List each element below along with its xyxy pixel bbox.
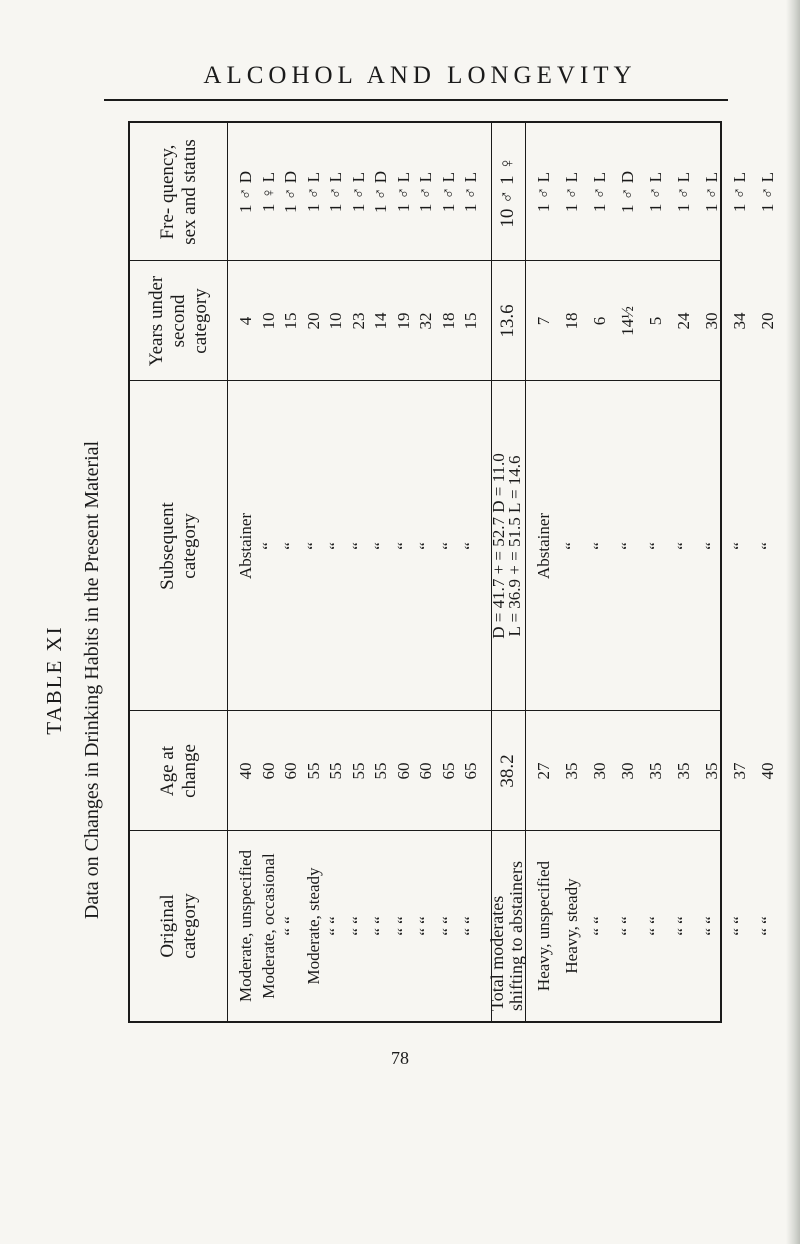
age-group-heavy	[525, 711, 777, 830]
age-cell: 40	[758, 762, 777, 779]
years-cell: 14	[371, 312, 390, 329]
col-head-years: Years under second category	[145, 275, 211, 366]
freq-cell: 1 ♂ D	[371, 170, 390, 213]
age-cell: 35	[646, 762, 665, 779]
years-cell: 20	[758, 312, 777, 329]
age-cell: 60	[281, 762, 300, 779]
original-cell: “ “	[646, 916, 665, 936]
freq-cell: 1 ♂ L	[562, 171, 581, 212]
original-cell: “ “	[281, 916, 300, 936]
original-cell: Moderate, steady	[303, 867, 323, 985]
formula-d: D = 41.7 + = 52.7 D = 11.0	[489, 452, 508, 639]
original-cell: “ “	[326, 916, 345, 936]
original-cell: “ “	[416, 916, 435, 936]
original-cell: “ “	[393, 916, 413, 936]
col-head-frequency: Fre- quency, sex and status	[156, 138, 200, 245]
subsequent-cell: “	[258, 541, 278, 550]
subsequent-cell: “	[348, 541, 368, 550]
subsequent-cell: Abstainer	[236, 512, 255, 579]
years-cell: 24	[674, 312, 693, 329]
freq-cell: 1 ♂ D	[281, 170, 300, 213]
original-cell: “ “	[371, 916, 390, 936]
freq-cell: 1 ♂ L	[303, 171, 323, 212]
original-cell: “ “	[461, 916, 480, 936]
freq-total: 10 ♂ 1 ♀	[497, 155, 518, 228]
freq-cell: 1 ♂ L	[438, 171, 458, 212]
years-cell: 23	[348, 312, 368, 329]
original-cell: Heavy, unspecified	[534, 860, 553, 992]
subsequent-cell: “	[416, 541, 435, 550]
original-group-total	[487, 831, 526, 1021]
age-cell: 60	[258, 762, 278, 779]
age-cell: 65	[461, 762, 480, 779]
subsequent-cell: “	[562, 541, 581, 550]
freq-group-heavy	[525, 123, 777, 260]
years-cell: 34	[730, 312, 749, 329]
col-head-age: Age at change	[156, 743, 200, 798]
subsequent-group-moderates	[227, 381, 492, 710]
freq-group-moderates	[227, 123, 492, 260]
row-years	[130, 261, 777, 381]
years-cell: 10	[258, 312, 278, 329]
subsequent-cell: “	[646, 541, 665, 550]
freq-cell: 1 ♂ L	[393, 171, 413, 212]
years-group-total	[491, 261, 526, 380]
years-cell: 5	[646, 316, 665, 325]
years-group-heavy	[525, 261, 777, 380]
freq-cell: 1 ♂ L	[758, 171, 777, 212]
original-cell: “ “	[730, 916, 749, 936]
original-cell: Moderate, occasional	[258, 853, 278, 999]
original-cell: “ “	[758, 916, 777, 936]
original-total: Total moderates shifting to abstainers	[487, 861, 526, 1011]
age-cell: 40	[236, 762, 255, 779]
original-cell: “ “	[674, 916, 693, 936]
freq-cell: 1 ♀ L	[258, 171, 278, 212]
years-cell: 15	[281, 312, 300, 329]
age-cell: 30	[590, 762, 609, 779]
row-original	[130, 831, 777, 1021]
years-cell: 20	[303, 312, 323, 329]
age-total: 38.2	[497, 753, 518, 788]
subsequent-cell: “	[674, 541, 693, 550]
subsequent-group-heavy	[525, 381, 777, 710]
original-cell: “ “	[438, 916, 458, 936]
subsequent-cell: “	[393, 541, 413, 550]
age-group-moderates	[227, 711, 492, 830]
page-edge-shadow	[786, 0, 800, 1244]
age-cell: 30	[618, 762, 637, 779]
col-head-original: Original category	[156, 893, 200, 959]
age-cell: 65	[438, 762, 458, 779]
age-cell: 55	[371, 762, 390, 779]
age-cell: 55	[348, 762, 368, 779]
age-cell: 60	[393, 762, 413, 779]
age-cell: 35	[562, 762, 581, 779]
age-cell: 55	[326, 762, 345, 779]
years-cell: 18	[562, 312, 581, 329]
subsequent-cell: “	[326, 541, 345, 550]
years-cell: 10	[326, 312, 345, 329]
formula-l: L = 36.9 + = 51.5 L = 14.6	[505, 454, 524, 637]
years-cell: 4	[236, 316, 255, 325]
age-cell: 55	[303, 762, 323, 779]
years-cell: 19	[393, 312, 413, 329]
row-subsequent	[130, 381, 777, 711]
age-cell: 35	[702, 762, 721, 779]
years-cell: 18	[438, 312, 458, 329]
original-cell: “ “	[348, 916, 368, 936]
subsequent-cell: “	[281, 541, 300, 550]
subsequent-cell: “	[303, 541, 323, 550]
freq-group-total	[491, 123, 526, 260]
freq-cell: 1 ♂ L	[646, 171, 665, 212]
row-frequency	[130, 123, 777, 261]
table-number: TABLE XI	[42, 625, 66, 735]
freq-cell: 1 ♂ L	[674, 171, 693, 212]
original-cell: “ “	[702, 916, 721, 936]
freq-cell: 1 ♂ L	[590, 171, 609, 212]
freq-cell: 1 ♂ L	[461, 171, 480, 212]
age-cell: 35	[674, 762, 693, 779]
age-cell: 60	[416, 762, 435, 779]
original-cell: “ “	[590, 916, 609, 936]
original-group-moderates	[227, 831, 492, 1021]
subsequent-cell: “	[590, 541, 609, 550]
subsequent-cell: Abstainer	[534, 512, 553, 579]
subsequent-cell: “	[371, 541, 390, 550]
freq-cell: 1 ♂ L	[730, 171, 749, 212]
freq-cell: 1 ♂ L	[326, 171, 345, 212]
years-cell: 15	[461, 312, 480, 329]
subsequent-group-total	[491, 381, 526, 710]
subsequent-cell: “	[702, 541, 721, 550]
years-cell: 6	[590, 316, 609, 325]
age-group-total	[491, 711, 526, 830]
col-head-subsequent: Subsequent category	[156, 501, 200, 590]
subsequent-cell: “	[438, 541, 458, 550]
page-header: ALCOHOL AND LONGEVITY	[203, 62, 637, 89]
table-title: Data on Changes in Drinking Habits in the Present Material	[81, 440, 103, 920]
years-total: 13.6	[497, 303, 518, 338]
freq-cell: 1 ♂ L	[348, 171, 368, 212]
years-cell: 7	[534, 316, 553, 325]
subsequent-cell: “	[618, 541, 637, 550]
freq-cell: 1 ♂ D	[618, 170, 637, 213]
subsequent-cell: “	[730, 541, 749, 550]
page-number: 78	[391, 1048, 409, 1068]
freq-cell: 1 ♂ L	[416, 171, 435, 212]
age-cell: 37	[730, 762, 749, 779]
original-group-heavy	[525, 831, 777, 1021]
years-cell: 30	[702, 312, 721, 329]
freq-cell: 1 ♂ L	[702, 171, 721, 212]
freq-cell: 1 ♂ D	[236, 170, 255, 213]
years-cell: 14½	[618, 305, 637, 336]
freq-cell: 1 ♂ L	[534, 171, 553, 212]
original-cell: Moderate, unspecified	[236, 850, 255, 1002]
years-group-moderates	[227, 261, 492, 380]
row-age	[130, 711, 777, 831]
original-cell: Heavy, steady	[562, 878, 581, 974]
subsequent-cell: “	[758, 541, 777, 550]
years-cell: 32	[416, 312, 435, 329]
age-cell: 27	[534, 762, 553, 779]
subsequent-cell: “	[461, 541, 480, 550]
original-cell: “ “	[618, 916, 637, 936]
data-table	[128, 121, 777, 1023]
header-rule	[104, 99, 728, 101]
